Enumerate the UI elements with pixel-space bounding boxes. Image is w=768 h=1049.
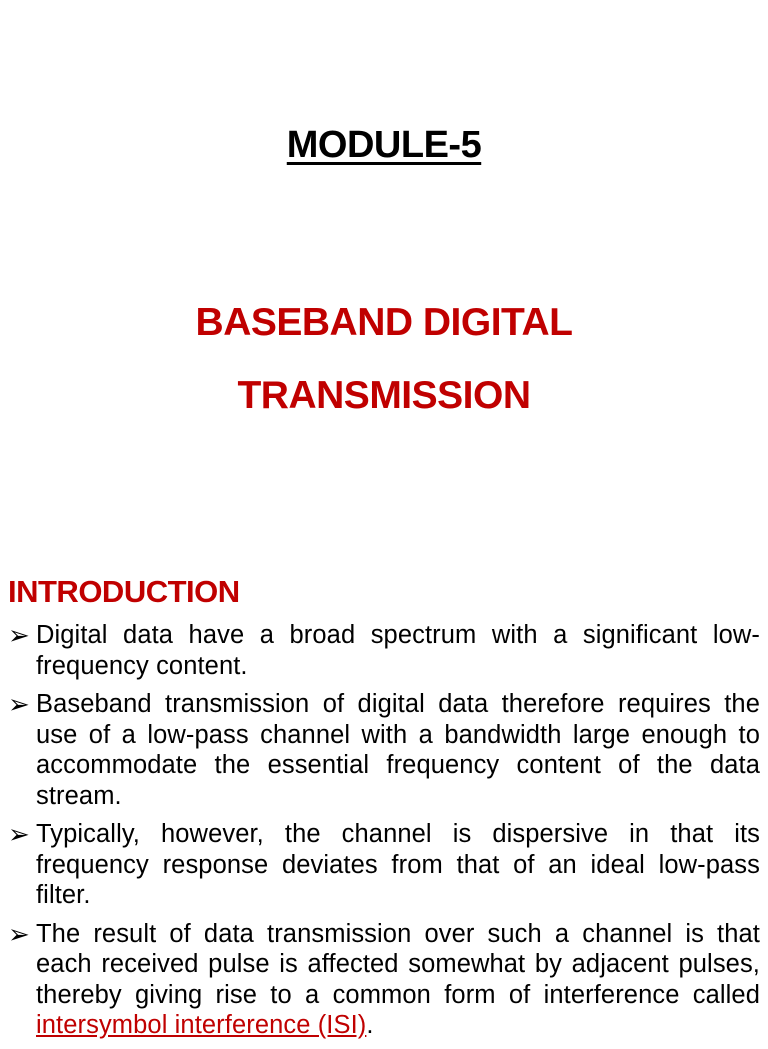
bullet-text <box>36 919 760 1041</box>
main-title-line-1: BASEBAND DIGITAL <box>195 301 573 344</box>
introduction-heading: INTRODUCTION <box>8 574 240 609</box>
bullet-text-start: The result of data transmission over such a channel is that each received pulse is affected somewhat by adjacent pulses, thereby giving rise to a common form of interference called <box>36 919 760 1009</box>
arrow-bullet-icon: ➢ <box>8 918 30 949</box>
arrow-bullet-icon: ➢ <box>8 689 30 719</box>
bullet-text: Digital data have a broad spectrum with a significant low-frequency content. <box>36 621 760 680</box>
main-title <box>0 286 768 432</box>
bullet-item-4 <box>8 919 760 1041</box>
bullet-item-1 <box>8 620 760 681</box>
bullet-text: Baseband transmission of digital data therefore requires the use of a low-pass channel with a bandwidth large enough to accommodate the essential frequency content of the data stream. <box>36 690 760 810</box>
introduction-bullet-list <box>8 620 760 1049</box>
isi-highlight: intersymbol interference (ISI) <box>36 1011 367 1039</box>
module-title: MODULE-5 <box>286 124 482 166</box>
bullet-item-3 <box>8 819 760 911</box>
main-title-line-2: TRANSMISSION <box>237 374 531 417</box>
bullet-item-2 <box>8 689 760 811</box>
arrow-bullet-icon: ➢ <box>8 620 30 650</box>
arrow-bullet-icon: ➢ <box>8 819 30 849</box>
bullet-text: Typically, however, the channel is dispersive in that its frequency response deviates from that of an ideal low-pass filter. <box>36 820 760 909</box>
bullet-text-end: . <box>366 1011 374 1039</box>
